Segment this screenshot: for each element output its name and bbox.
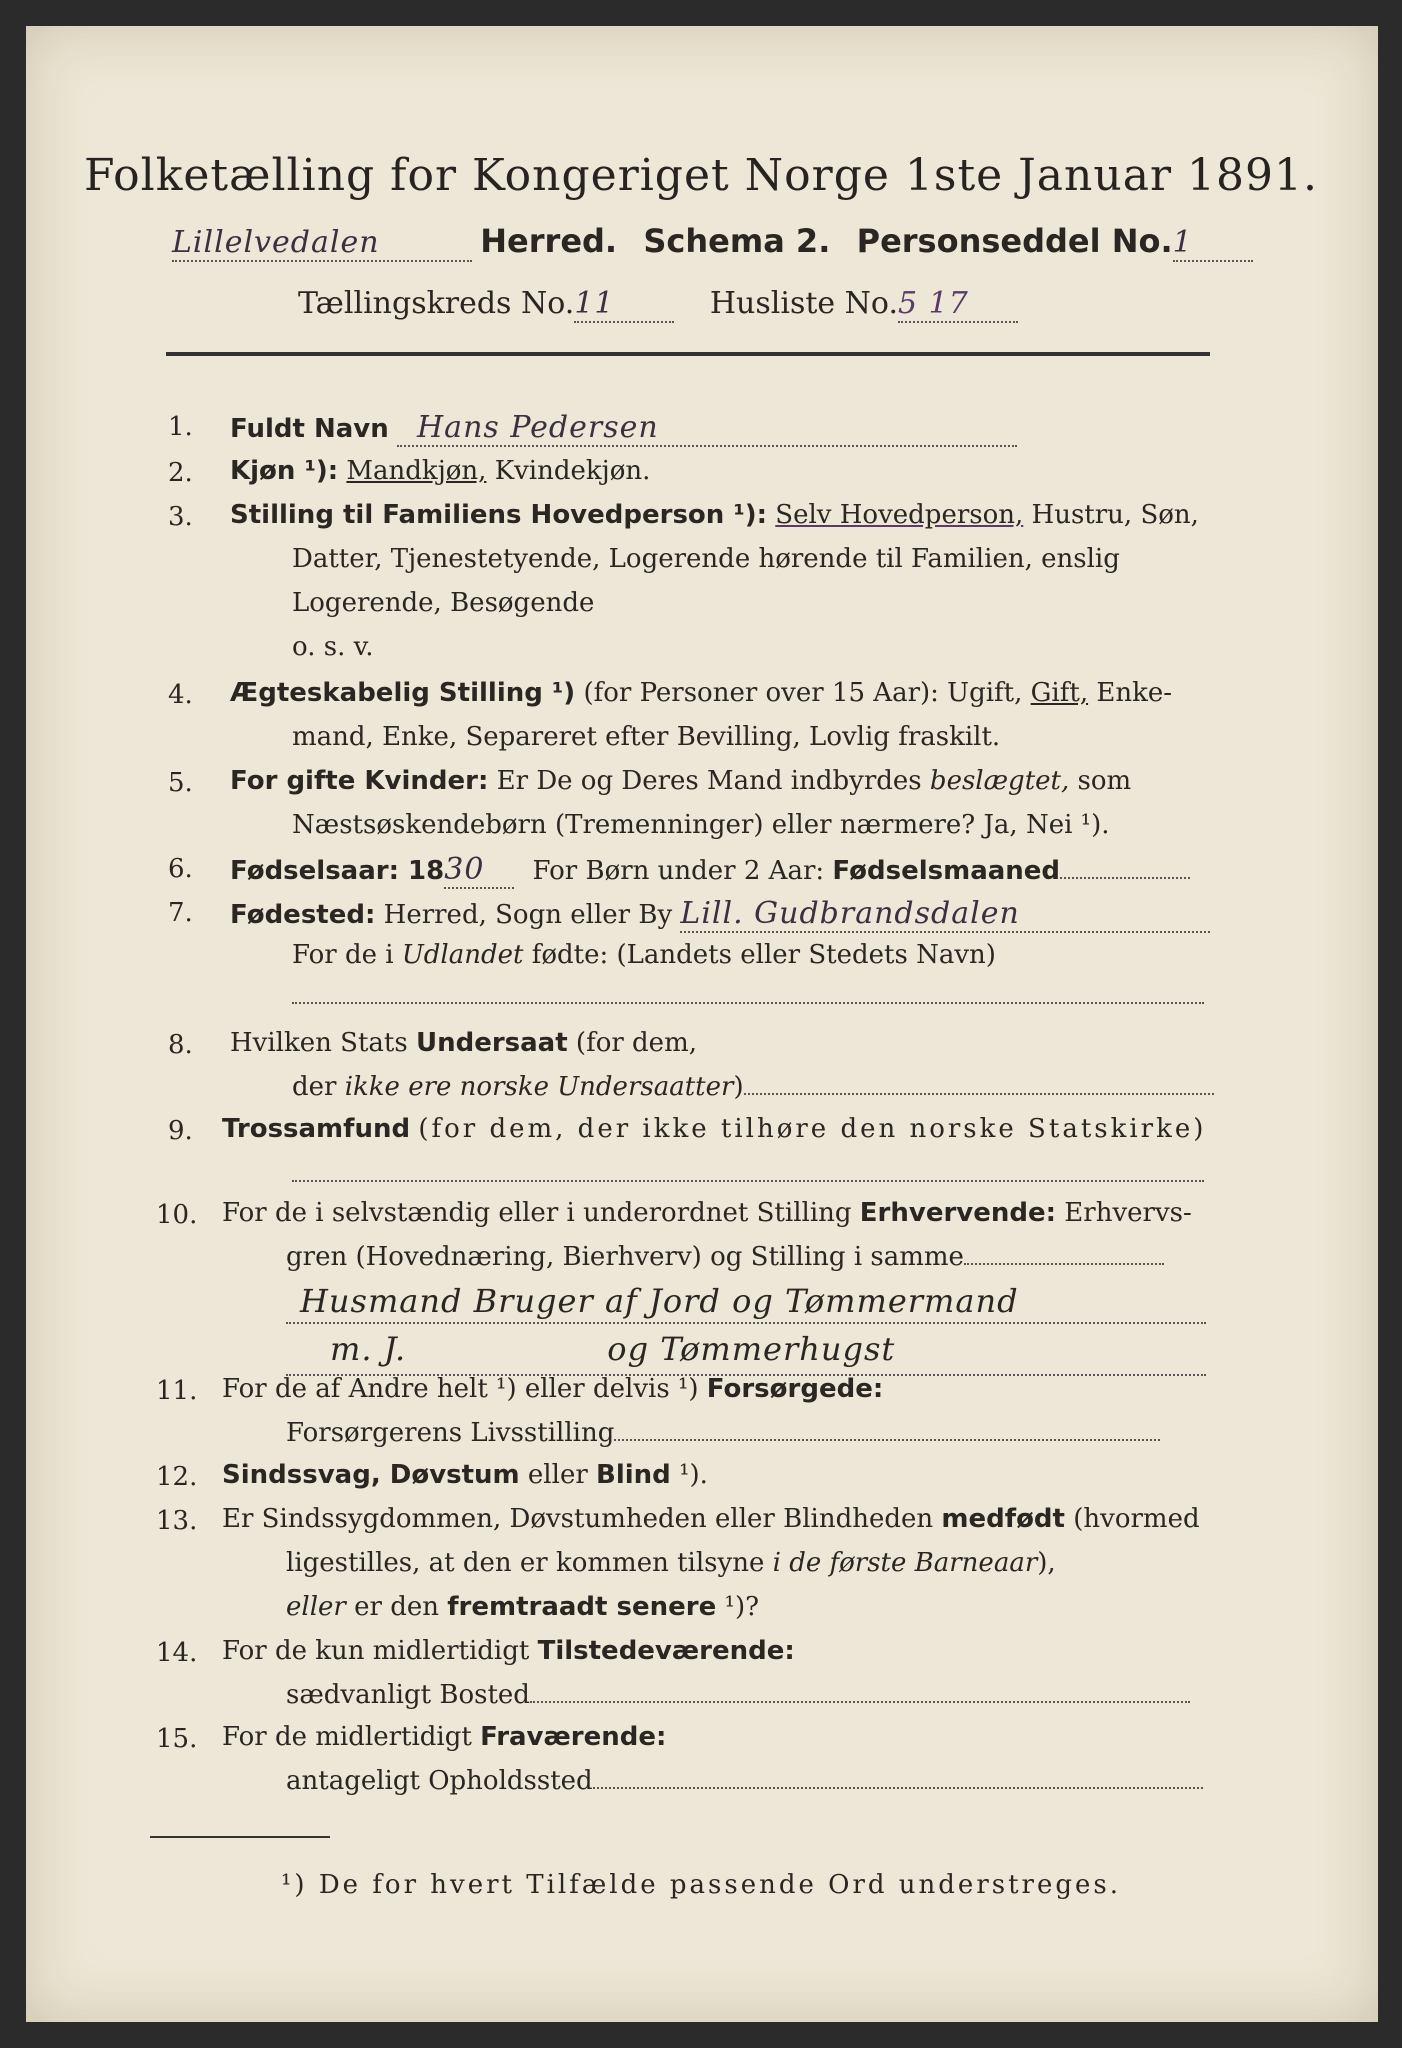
header-divider <box>166 352 1210 356</box>
abroad-field <box>292 1002 1204 1004</box>
congenital-line-3b: ¹)? <box>724 1592 760 1622</box>
occupation-line-3 <box>286 1322 1206 1324</box>
item-14-line-2 <box>286 1680 1190 1710</box>
congenital-text-b: (hvormed <box>1073 1504 1200 1534</box>
item-6-line <box>230 852 1190 889</box>
footnote-divider <box>150 1836 330 1838</box>
family-position-selected: Selv Hovedperson, <box>775 500 1024 530</box>
birthplace-text: Herred, Sogn eller By <box>383 900 673 930</box>
item-11-line-1 <box>222 1374 883 1404</box>
married-women-som: som <box>1077 766 1132 796</box>
item-number: 14. <box>156 1638 198 1668</box>
occupation-text-b: Erhvervs- <box>1064 1198 1192 1228</box>
item-number: 10. <box>156 1200 198 1230</box>
citizenship-label: Undersaat <box>415 1028 568 1058</box>
herred-handwritten: Lillelvedalen <box>172 225 472 262</box>
item-15-line-2 <box>286 1766 1203 1796</box>
item-number: 9. <box>168 1116 193 1146</box>
herred-label: Herred. <box>480 222 618 260</box>
item-3-line-4: o. s. v. <box>292 632 374 662</box>
supporter-label: Forsørgerens Livsstilling <box>286 1418 615 1448</box>
header-line-herred <box>172 222 1253 262</box>
supported-text: For de af Andre helt ¹) eller delvis ¹) <box>222 1374 699 1404</box>
item-5-line-2: Næstsøskendebørn (Tremenninger) eller nærmere? Ja, Nei ¹). <box>292 810 1110 840</box>
disability-eller: eller <box>527 1460 588 1490</box>
disability-blind: Blind <box>596 1460 671 1490</box>
temp-present-label: Tilstedeværende: <box>537 1636 795 1666</box>
birth-month-label: Fødselsmaaned <box>832 856 1061 886</box>
occupation-field <box>964 1263 1164 1265</box>
congenital-line-2-ital: i de første Barneaar <box>772 1548 1038 1578</box>
temp-absent-label: Fraværende: <box>480 1722 667 1752</box>
citizenship-text-b: (for dem, <box>575 1028 697 1058</box>
item-15-line-1 <box>222 1722 666 1752</box>
item-4-line-1 <box>230 678 1172 708</box>
religion-label: Trossamfund <box>222 1114 411 1144</box>
temp-absent-text: For de midlertidigt <box>222 1722 472 1752</box>
kreds-label: Tællingskreds No. <box>298 286 575 321</box>
usual-residence-field <box>530 1701 1190 1703</box>
item-13-line-2 <box>286 1548 1056 1578</box>
birth-month-text: For Børn under 2 Aar: <box>532 856 825 886</box>
full-name-value: Hans Pedersen <box>397 410 1017 447</box>
disability-label: Sindssvag, Døvstum <box>222 1460 520 1490</box>
item-3-line-3: Logerende, Besøgende <box>292 588 595 618</box>
family-position-label: Stilling til Familiens Hovedperson ¹): <box>230 500 768 530</box>
footnote: ¹) De for hvert Tilfælde passende Ord understreges. <box>280 1870 1121 1900</box>
item-3-line-1 <box>230 500 1199 530</box>
birthplace-value: Lill. Gudbrandsdalen <box>680 896 1210 933</box>
item-4-line-2: mand, Enke, Separeret efter Bevilling, Lovlig fraskilt. <box>292 722 1001 752</box>
birth-year-label: Fødselsaar: 18 <box>230 856 445 886</box>
congenital-line-3-bold: fremtraadt senere <box>447 1592 717 1622</box>
personseddel-value: 1 <box>1173 225 1253 262</box>
abroad-text-b: fødte: (Landets eller Stedets Navn) <box>531 940 996 970</box>
kreds-value: 11 <box>574 286 674 323</box>
item-11-line-2 <box>286 1418 1160 1448</box>
congenital-text-a: Er Sindssygdommen, Døvstumheden eller Blindheden <box>222 1504 934 1534</box>
citizenship-text-a: Hvilken Stats <box>230 1028 408 1058</box>
item-1-line <box>230 410 1017 447</box>
congenital-line-2a: ligestilles, at den er kommen tilsyne <box>286 1548 765 1578</box>
marital-status-label: Ægteskabelig Stilling ¹) <box>230 678 576 708</box>
item-number: 3. <box>168 502 193 532</box>
item-14-line-1 <box>222 1636 795 1666</box>
presumed-residence-field <box>593 1787 1203 1789</box>
marital-status-text: (for Personer over 15 Aar): Ugift, <box>583 678 1023 708</box>
item-number: 6. <box>168 854 193 884</box>
married-women-label: For gifte Kvinder: <box>230 766 489 796</box>
citizenship-ital: ikke ere norske Undersaatter <box>344 1072 734 1102</box>
disability-end: ¹). <box>679 1460 708 1490</box>
item-number: 12. <box>156 1462 198 1492</box>
abroad-ital: Udlandet <box>401 940 524 970</box>
birthplace-label: Fødested: <box>230 900 376 930</box>
congenital-line-2b: ), <box>1037 1548 1056 1578</box>
occupation-handwritten-1: Husmand Bruger af Jord og Tømmermand <box>300 1282 1019 1320</box>
occupation-label: Erhvervende: <box>859 1198 1057 1228</box>
occupation-text-a: For de i selvstændig eller i underordnet Stilling <box>222 1198 852 1228</box>
citizenship-paren: ) <box>733 1072 744 1102</box>
item-9-line <box>222 1114 1206 1144</box>
item-number: 11. <box>156 1376 198 1406</box>
header-line-kreds <box>298 286 1018 323</box>
item-10-line-1 <box>222 1198 1192 1228</box>
occupation-line-2: gren (Hovednæring, Bierhverv) og Stilling i samme <box>286 1242 964 1272</box>
item-2-line <box>230 456 650 486</box>
item-number: 8. <box>168 1030 193 1060</box>
husliste-label: Husliste No. <box>709 286 899 321</box>
gender-female-option: Kvindekjøn. <box>494 456 651 486</box>
item-number: 4. <box>168 680 193 710</box>
married-women-text: Er De og Deres Mand indbyrdes <box>496 766 922 796</box>
item-number: 5. <box>168 768 193 798</box>
item-5-line-1 <box>230 766 1131 796</box>
supporter-field <box>614 1439 1160 1441</box>
item-7-line-1 <box>230 896 1210 933</box>
congenital-label: medfødt <box>941 1504 1065 1534</box>
presumed-residence-label: antageligt Opholdssted <box>286 1766 593 1796</box>
item-8-line-2 <box>292 1072 1214 1102</box>
item-3-line-2: Datter, Tjenestetyende, Logerende hørende til Familien, enslig <box>292 544 1120 574</box>
item-number: 15. <box>156 1724 198 1754</box>
item-8-line-1 <box>230 1028 697 1058</box>
religion-text: (for dem, der ikke tilhøre den norske Statskirke) <box>418 1114 1207 1144</box>
family-position-options: Hustru, Søn, <box>1031 500 1199 530</box>
abroad-text-a: For de i <box>292 940 394 970</box>
form-title: Folketælling for Kongeriget Norge 1ste Januar 1891. <box>84 150 1318 201</box>
personseddel-label: Personseddel No. <box>856 222 1173 260</box>
item-number: 1. <box>168 412 193 442</box>
marital-status-enke: Enke- <box>1096 678 1172 708</box>
gender-male-option: Mandkjøn, <box>346 456 487 486</box>
item-12-line <box>222 1460 708 1490</box>
item-13-line-3 <box>286 1592 759 1622</box>
temp-present-text: For de kun midlertidigt <box>222 1636 530 1666</box>
item-7-line-2 <box>292 940 996 970</box>
item-number: 2. <box>168 458 193 488</box>
gender-label: Kjøn ¹): <box>230 456 339 486</box>
citizenship-der: der <box>292 1072 337 1102</box>
married-women-related: beslægtet, <box>929 766 1070 796</box>
item-10-line-2 <box>286 1242 1164 1272</box>
marital-status-selected: Gift, <box>1030 678 1089 708</box>
item-13-line-1 <box>222 1504 1200 1534</box>
birth-year-value: 30 <box>444 852 514 889</box>
congenital-line-3-ital: eller <box>286 1592 346 1622</box>
religion-field <box>292 1180 1204 1182</box>
supported-label: Forsørgede: <box>706 1374 884 1404</box>
item-number: 7. <box>168 898 193 928</box>
congenital-line-3a: er den <box>354 1592 439 1622</box>
full-name-label: Fuldt Navn <box>230 414 389 444</box>
item-number: 13. <box>156 1506 198 1536</box>
birth-month-field <box>1060 877 1190 879</box>
citizenship-field <box>744 1093 1214 1095</box>
occupation-handwritten-2: m. J. og Tømmerhugst <box>330 1330 896 1368</box>
schema-label: Schema 2. <box>643 222 831 260</box>
husliste-value: 5 17 <box>898 286 1018 323</box>
usual-residence-label: sædvanligt Bosted <box>286 1680 530 1710</box>
